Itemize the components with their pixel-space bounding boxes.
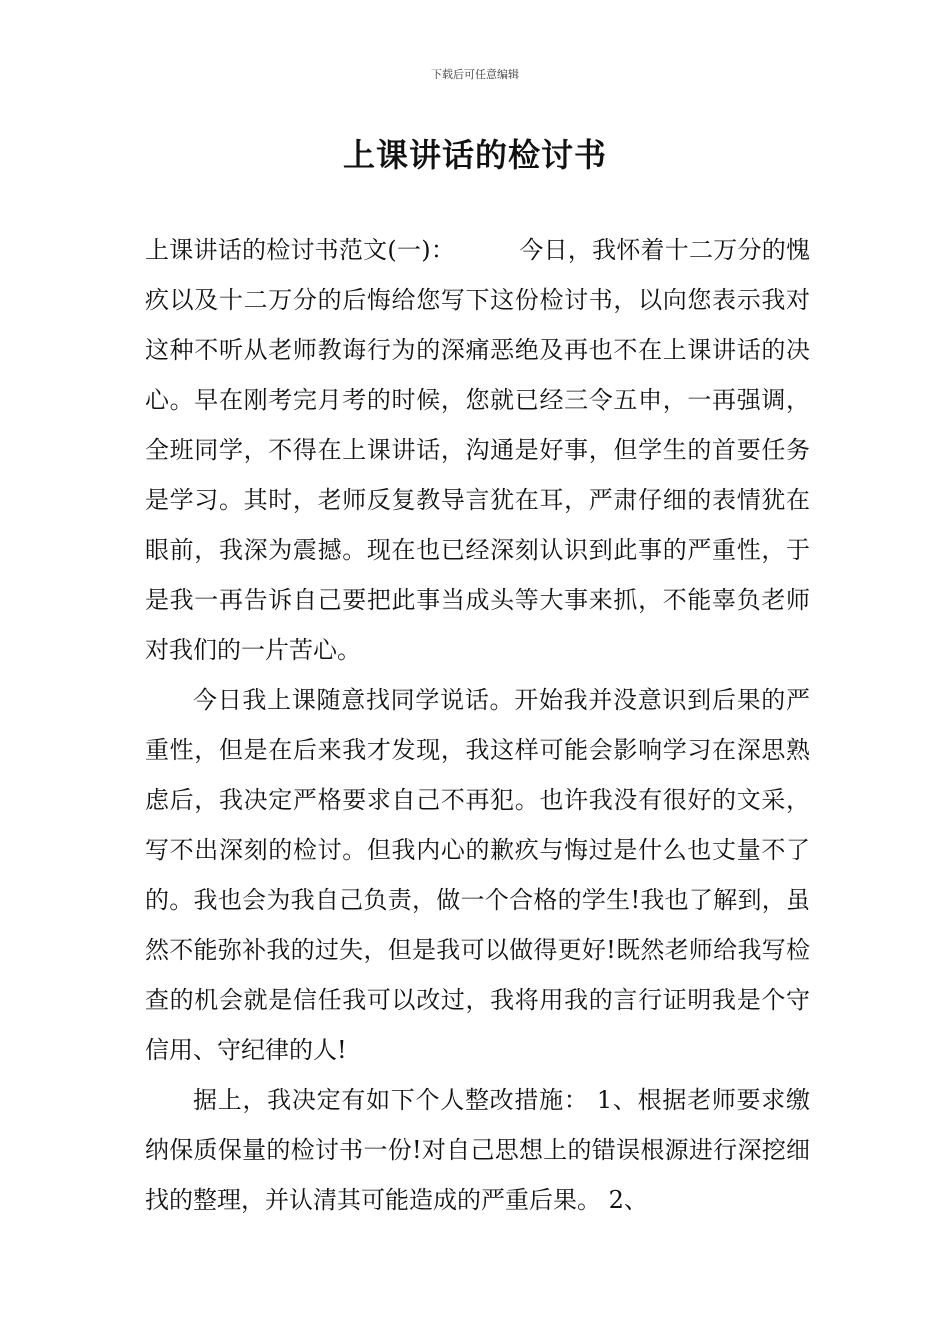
document-title: 上课讲话的检讨书 xyxy=(342,136,607,174)
paragraph-3: 据上，我决定有如下个人整改措施： 1、根据老师要求缴纳保质保量的检讨书一份!对自己思想上的错误根源进行深挖细找的整理，并认清其可能造成的严重后果。 2、 xyxy=(145,1086,810,1214)
paragraph-2: 今日我上课随意找同学说话。开始我并没意识到后果的严重性，但是在后来我才发现，我这样可能会影响学习在深思熟虑后，我决定严格要求自己不再犯。也许我没有很好的文采，写不出深刻的检讨。但我内心的歉疚与悔过是什么也丈量不了的。我也会为我自己负责，做一个合格的学生!我也了解到，虽然不能弥补我的过失，但是我可以做得更好!既然老师给我写检查的机会就是信任我可以改过，我将用我的言行证明我是个守信用、守纪律的人! xyxy=(145,686,810,1064)
paragraph-1-lead: 上课讲话的检讨书范文(一)： xyxy=(145,236,456,264)
header-note: 下载后可任意编辑 xyxy=(431,68,519,81)
document-body xyxy=(145,225,810,1225)
paragraph-1-text: 今日，我怀着十二万分的愧疚以及十二万分的后悔给您写下这份检讨书，以向您表示我对这种不听从老师教诲行为的深痛恶绝及再也不在上课讲话的决心。早在刚考完月考的时候，您就已经三令五申，一再强调，全班同学，不得在上课讲话，沟通是好事，但学生的首要任务是学习。其时，老师反复教导言犹在耳，严肃仔细的表情犹在眼前，我深为震撼。现在也已经深刻认识到此事的严重性，于是我一再告诉自己要把此事当成头等大事来抓，不能辜负老师对我们的一片苦心。 xyxy=(145,236,811,664)
paragraph-1 xyxy=(145,225,810,675)
